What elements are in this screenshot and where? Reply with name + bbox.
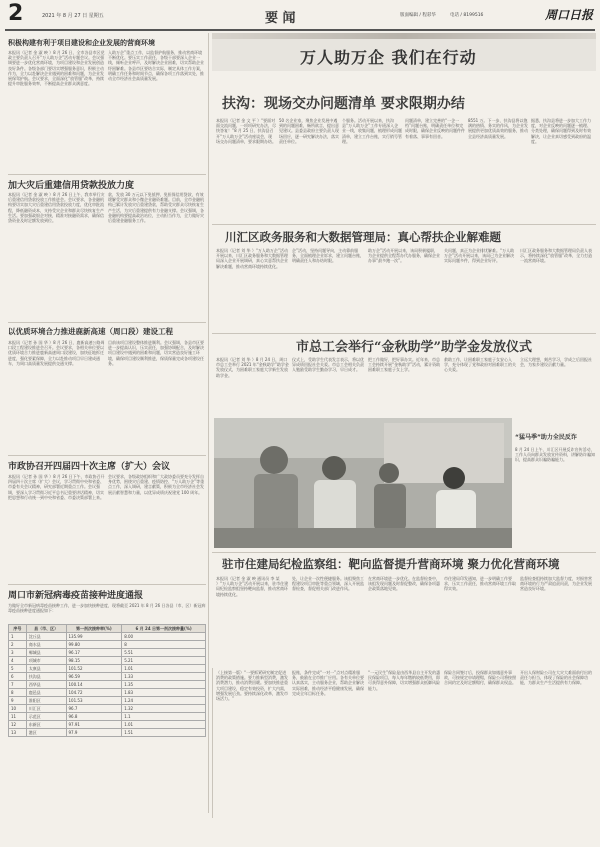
table-cell: 1.33 bbox=[122, 673, 206, 681]
left-body-1a: 本报讯（记者 金 淑 映 ）8 月 26 日，全市各县市区党政主要负责人召开“万人助万企”活动专题会议。会议强调要进一步优化营商环境，为项目建设和企业发展创造良好条件。各级各部门要切实增强服务意识，积极主动作为，全力以赴解决企业遇到的困难和问题，为企业发展保驾护航。会议要求，全面深化“放管服”改革，持续提升审批服务效率，不断提高企业群众满意度。 bbox=[8, 50, 105, 87]
union-body-1: 本报讯（记者 刘 华 ）8 月 24 日，周口市总工会举行 2021 年“金秋助学”助学金发放仪式，为困难职工家庭大学新生发放助学金。 bbox=[216, 357, 289, 378]
table-cell: 西华县 bbox=[26, 681, 66, 689]
union-body-2: 仪式上，受助学生代表发言表示，将以优异成绩回报社会关爱。市总工会相关负责人勉励受助学生勤奋学习，早日成才。 bbox=[292, 357, 364, 373]
chuanhui-body-4: 关问题，真正为企业排忧解难。“万人助万企”活动开展以来，该局已为企业解决实际问题多件，得到企业好评。 bbox=[444, 248, 515, 264]
jijian-body-3: 在营商环境进一步优化。在监督检查中，该组发现问题及时督促整改，确保各项惠企政策落地见效。 bbox=[368, 576, 440, 592]
table-cell: 6 bbox=[9, 673, 27, 681]
masthead bbox=[0, 0, 600, 30]
right-divider-1 bbox=[212, 224, 596, 225]
table-cell: 5.21 bbox=[122, 657, 206, 665]
jijian-body-5: 监督检查组持续加大监督力度，对损害营商环境的行为严肃追责问责，为企业发展营造良好环境。 bbox=[520, 576, 592, 592]
table-cell: 96.59 bbox=[66, 673, 122, 681]
bottom-body-2: 报账，条件完成“一对一”点对点精准服务，鼓励在全市推广应用。各有关单位要认真落实，主动服务企业，帮助企业解决实际困难，推动经济平稳健康发展，确保完成全年目标任务。 bbox=[292, 670, 364, 696]
table-row bbox=[9, 665, 206, 673]
table-cell: 东新区 bbox=[26, 721, 66, 729]
right-divider-3 bbox=[212, 552, 596, 553]
table-cell: 100.14 bbox=[66, 681, 122, 689]
bottom-body-4: 保险合同签订后，投保群众如遇意外事故，可按规定申请理赔，保险公司将按照合同约定及时足额赔付，确保群众权益。 bbox=[444, 670, 516, 686]
jijian-body-2: 处，让企业一次性便捷服务。该组聚焦工程建设项目审批等重点领域，深入开展监督检查，督促相关部门改进作风。 bbox=[292, 576, 364, 592]
vaccine-table-body bbox=[9, 633, 206, 737]
left-body-1b: 入助万企”重点工作，以监督护航服务，推动营商环境不断优化。要压实工作责任，各级干部要深入企业一线，倾听企业呼声，及时解决企业困难，切实帮助企业纾困解难。各县市区要结合实际，制定具体工作方案，明确工作任务和时间节点，确保各项工作落到实处，推动全市经济社会高质量发展。 bbox=[108, 50, 204, 82]
table-cell: 99.80 bbox=[66, 641, 122, 649]
photo-illustration bbox=[214, 418, 512, 548]
fugou-body-1: 本报讯（记者 金 文 平 ）“要面对面交流问题，一项项研究办法，尽快答复！”8 月 25 日，扶沟县召开“万人助万企”活动座谈会，现场交办问题清单，要求限期办结。 bbox=[216, 118, 276, 144]
photo-caption-title: “猛马季”助力全民反诈 bbox=[515, 434, 577, 441]
news-photo bbox=[214, 418, 512, 548]
table-cell: 12 bbox=[9, 721, 27, 729]
fugou-body-2: 50 名企业家，聚焦企业发展中遇到的问题困难，畅所欲言，提出意见建议。县委县政府主要负责人现场回应，逐一研究解决办法，落实责任单位。 bbox=[279, 118, 339, 144]
page-editor: 版面编辑 / 程彩华 bbox=[400, 13, 436, 18]
table-cell: 96.8 bbox=[66, 713, 122, 721]
table-cell: 1.32 bbox=[122, 705, 206, 713]
left-divider-4 bbox=[8, 584, 206, 585]
table-cell: 101.52 bbox=[66, 665, 122, 673]
banner-red-strip bbox=[212, 33, 596, 39]
issue-date: 2021 年 8 月 27 日 星期五 bbox=[42, 13, 104, 19]
vaccine-table-header: 6 月 24 日第一剂次接种量(%) bbox=[122, 625, 206, 633]
left-body-4b: 会议要求，各级政协组织和广大政协委员要充分发挥自身优势，围绕灾后重建、疫情防控、“万人助万企”等重点工作，深入调研，建言献策，积极为全市经济社会发展贡献智慧和力量，以优异成绩庆祝建党 100 周年。 bbox=[108, 474, 205, 495]
table-cell: 2 bbox=[9, 641, 27, 649]
photo-caption-text: 8 月 24 日上午，川汇区开展反诈宣传活动，工作人员向群众发放宣传资料，讲解防诈骗知识，提高群众识骗防骗能力。 bbox=[515, 447, 595, 463]
fugou-body-3: 个服务。活动开展以来，扶沟县“万人助万企”工作专班深入企业一线，收集问题，梳理形成问题清单，建立工作台账，实行销号管理。 bbox=[342, 118, 402, 144]
table-row bbox=[9, 641, 206, 649]
left-body-2a: 本报讯（记者 金 淑 映 ）8 月 26 日上午，我市举行灾后重建信用贷款投放工作推进会。会议要求，各金融机构要切实加大灾后重建信用贷款投放力度，优化审批流程，降低融资成本，支持受灾企业和群众尽快恢复生产生活。要加强政银企对接，精准对接融资需求，确保信贷资金及时足额发放到位。 bbox=[8, 192, 105, 224]
table-cell: 项城市 bbox=[26, 657, 66, 665]
vaccine-table-header: 序号 bbox=[9, 625, 27, 633]
table-cell: 3 bbox=[9, 649, 27, 657]
left-divider-2 bbox=[8, 322, 206, 323]
table-row bbox=[9, 697, 206, 705]
chuanhui-body-5: 川汇区政务服务和大数据管理局负责人表示，将持续深化“放管服”改革，全力打造一流营商环境。 bbox=[520, 248, 593, 264]
left-body-5: 为做好全市新冠病毒疫苗接种工作，进一步加快接种进度，现将截至 2021 年 8 月 26 日各县（市、区）新冠病毒疫苗接种进度通报如下： bbox=[8, 603, 206, 614]
table-cell: 10 bbox=[9, 705, 27, 713]
table-cell: 8.00 bbox=[122, 633, 206, 641]
union-headline: 市总工会举行“金秋助学”助学金发放仪式 bbox=[296, 340, 532, 355]
table-cell: 鹿邑县 bbox=[26, 689, 66, 697]
table-cell: 104.72 bbox=[66, 689, 122, 697]
left-body-3b: 目前该项目建设整体推进顺利。会议强调，各县市区要进一步提高认识，压实责任，加强协调配合，及时解决项目建设中遇到的困难和问题，切实营造良好施工环境，确保项目建设顺利推进，保质保量完成各项建设任务。 bbox=[108, 340, 204, 366]
table-cell: 5.51 bbox=[122, 649, 206, 657]
paper-logo: 周口日报 bbox=[545, 8, 594, 22]
table-cell: 1.01 bbox=[122, 721, 206, 729]
table-cell: 1 bbox=[9, 633, 27, 641]
table-row bbox=[9, 649, 206, 657]
table-cell: 97.9 bbox=[66, 729, 122, 737]
left-body-3a: 本报讯（记者 孙 国 华 ）8 月 26 日，鹿新高速公路周口段工程建设推进会召开。会议要求，各相关单位要以优质环境合力推进鹿新高速周口段建设，加快征地拆迁进度，强化要素保障，全力以赴推动项目早日建成通车，为周口高质量发展提供交通支撑。 bbox=[8, 340, 105, 366]
left-headline-1: 积极构建有利于项目建设和企业发展的营商环境 bbox=[8, 39, 155, 47]
fugou-headline: 扶沟：现场交办问题清单 要求限期办结 bbox=[222, 96, 465, 112]
table-row bbox=[9, 721, 206, 729]
table-cell: 淮阳区 bbox=[26, 697, 66, 705]
union-body-3: 把工作做好，把好事办实。近年来，市总工会持续开展“金秋助学”活动，累计资助困难职工家庭子女上学。 bbox=[368, 357, 441, 373]
table-cell: 港区 bbox=[26, 729, 66, 737]
table-row bbox=[9, 633, 206, 641]
table-cell: 101.53 bbox=[66, 697, 122, 705]
table-row bbox=[9, 657, 206, 665]
section-title: 要 闻 bbox=[265, 11, 296, 26]
jijian-body-1: 本报讯（记者 金 淑 映 通讯员 李 某 ）“万人助万企”活动开展以来，驻市住建局纪检监察组坚持靶向监督，推动营商环境持续优化。 bbox=[216, 576, 289, 597]
table-cell: 96.7 bbox=[66, 705, 122, 713]
table-cell: 太康县 bbox=[26, 665, 66, 673]
left-column-divider bbox=[208, 33, 209, 813]
vaccine-table-header: 第一剂次接种率(%) bbox=[66, 625, 122, 633]
chuanhui-body-1: 本报讯（记者 刘 华 ）“万人助万企”活动开展以来，川汇区政务服务和大数据管理局深入企业开展调研，真心实意帮扶企业解决难题，推动营商环境持续优化。 bbox=[216, 248, 288, 269]
table-cell: 1.83 bbox=[122, 689, 206, 697]
table-row bbox=[9, 705, 206, 713]
table-cell: 97.91 bbox=[66, 721, 122, 729]
jijian-headline: 驻市住建局纪检监察组：靶向监督提升营商环境 聚力优化营商环境 bbox=[222, 557, 560, 571]
bottom-col-rule bbox=[212, 668, 213, 818]
table-cell: 沈丘县 bbox=[26, 633, 66, 641]
union-body-4: 救助工作，让困难职工家庭子女安心入学，充分体现了党和政府对困难职工的关心关爱。 bbox=[444, 357, 516, 373]
editor-phone: 电话 / 8199516 bbox=[450, 13, 484, 18]
page-number: 2 bbox=[8, 1, 24, 26]
table-cell: 1.01 bbox=[122, 665, 206, 673]
table-row bbox=[9, 681, 206, 689]
fugou-body-6: 据悉，扶沟县将进一步加大工作力度，对企业反映的问题逐一梳理、分类处理，确保问题得到及时有效解决，让企业真切感受到政府的温度。 bbox=[531, 118, 591, 144]
jijian-body-4: 市住建局印发通知，进一步明确工作要求，压实工作责任，推动营商环境工作取得实效。 bbox=[444, 576, 516, 592]
fugou-body-5: 8551 万。下一步，扶沟县将以饱满的热情、务实的作风，为企业发展提供更加优质高效的服务，推动全县经济高质量发展。 bbox=[468, 118, 528, 139]
left-body-4a: 本报讯（记者 孙 国 华 ）8 月 26 日下午，市政协召开四届四十次主席（扩大）会议，学习贯彻中央和省委、市委有关会议精神，研究部署近期重点工作。会议强调，要深入学习贯彻习近平总书记重要讲话精神，切实把思想和行动统一到中央和省委、市委决策部署上来。 bbox=[8, 474, 105, 500]
vaccine-table bbox=[8, 624, 206, 737]
table-cell: 135.99 bbox=[66, 633, 122, 641]
table-cell: 9 bbox=[9, 697, 27, 705]
table-cell: 8 bbox=[9, 689, 27, 697]
left-headline-4: 市政协召开四届四十次主席（扩大）会议 bbox=[8, 462, 171, 472]
table-row bbox=[9, 729, 206, 737]
fugou-body-4: 问题清单，建立完善的“一企一档”问题台账，明确责任单位和完成时限，确保企业反映的问题件件有着落、事事有回音。 bbox=[405, 118, 465, 139]
table-cell: 1.1 bbox=[122, 713, 206, 721]
table-row bbox=[9, 689, 206, 697]
table-cell: 郸城县 bbox=[26, 649, 66, 657]
chuanhui-headline: 川汇区政务服务和大数据管理局：真心帮扶企业解难题 bbox=[225, 230, 501, 244]
table-cell: 1.35 bbox=[122, 681, 206, 689]
table-row bbox=[9, 713, 206, 721]
table-cell: 4 bbox=[9, 657, 27, 665]
banner-title: 万人助万企 我们在行动 bbox=[300, 48, 477, 67]
left-body-2b: 款，发放 30 万元以下免抵押、免担保信用贷款，有效缓解受灾群众和小微企业融资难题。目前，全市金融机构已累计发放灾后重建贷款，帮助受灾群众尽快恢复生产生活，为灾后重建提供有力金融支撑。会议强调，各金融机构要提高政治站位，主动担当作为，全力做好灾后重建金融服务工作。 bbox=[108, 192, 204, 224]
vaccine-table-header: 县（市、区） bbox=[26, 625, 66, 633]
table-cell: 1.51 bbox=[122, 729, 206, 737]
table-cell: 川汇区 bbox=[26, 705, 66, 713]
table-cell: 8 bbox=[122, 641, 206, 649]
table-row bbox=[9, 673, 206, 681]
table-cell: 11 bbox=[9, 713, 27, 721]
chuanhui-body-3: 助万企”活动开展以来，该局积极履职，为企业提供全程帮办代办服务，确保企业办事“最多跑一次”。 bbox=[368, 248, 440, 264]
photo-caption-box bbox=[515, 418, 595, 548]
left-headline-5: 周口市新冠病毒疫苗接种进度通报 bbox=[8, 591, 144, 601]
left-headline-2: 加大灾后重建信用贷款投放力度 bbox=[8, 181, 135, 191]
table-cell: 98.15 bbox=[66, 657, 122, 665]
table-cell: 96.17 bbox=[66, 649, 122, 657]
bottom-body-5: 开出人保财险公司在大灾大难面前付出的责任与担当，体现了保险的社会保障功能，为群众生产生活提供有力保障。 bbox=[520, 670, 592, 686]
table-cell: 13 bbox=[9, 729, 27, 737]
chuanhui-body-2: 企”活动，坚持问题导向，主动靠前服务，全面梳理企业诉求，建立问题台账，明确责任人和办结时限。 bbox=[292, 248, 364, 264]
left-divider-3 bbox=[8, 455, 206, 456]
table-cell: 5 bbox=[9, 665, 27, 673]
bottom-body-1: （上接第一版）“一要抓紧研究制定促进消费的政策措施。要力推新型消费，激发消费潜力，推动消费回暖。要加快推进重大项目建设，稳定有效投资，扩大内需，增强发展后劲。要持续深化改革，激发市场活力。” bbox=[216, 670, 288, 702]
masthead-rule bbox=[5, 29, 595, 31]
table-cell: 1.24 bbox=[122, 697, 206, 705]
bottom-body-3: “一元民生”保险是由西华县自主开发的惠民保险项目，每人每年缴纳较低费用，即可获得意外保障，切实增强群众抵御风险能力。 bbox=[368, 670, 441, 691]
table-cell: 7 bbox=[9, 681, 27, 689]
table-cell: 商水县 bbox=[26, 641, 66, 649]
left-divider-1 bbox=[8, 174, 206, 175]
right-divider-2 bbox=[212, 333, 596, 334]
table-cell: 示范区 bbox=[26, 713, 66, 721]
union-body-5: 立远大理想，刻苦学习，学成之后回报社会，为家乡建设贡献力量。 bbox=[520, 357, 592, 368]
left-headline-3: 以优质环境合力推进鹿新高速（周口段）建设工程 bbox=[8, 327, 173, 336]
table-cell: 扶沟县 bbox=[26, 673, 66, 681]
